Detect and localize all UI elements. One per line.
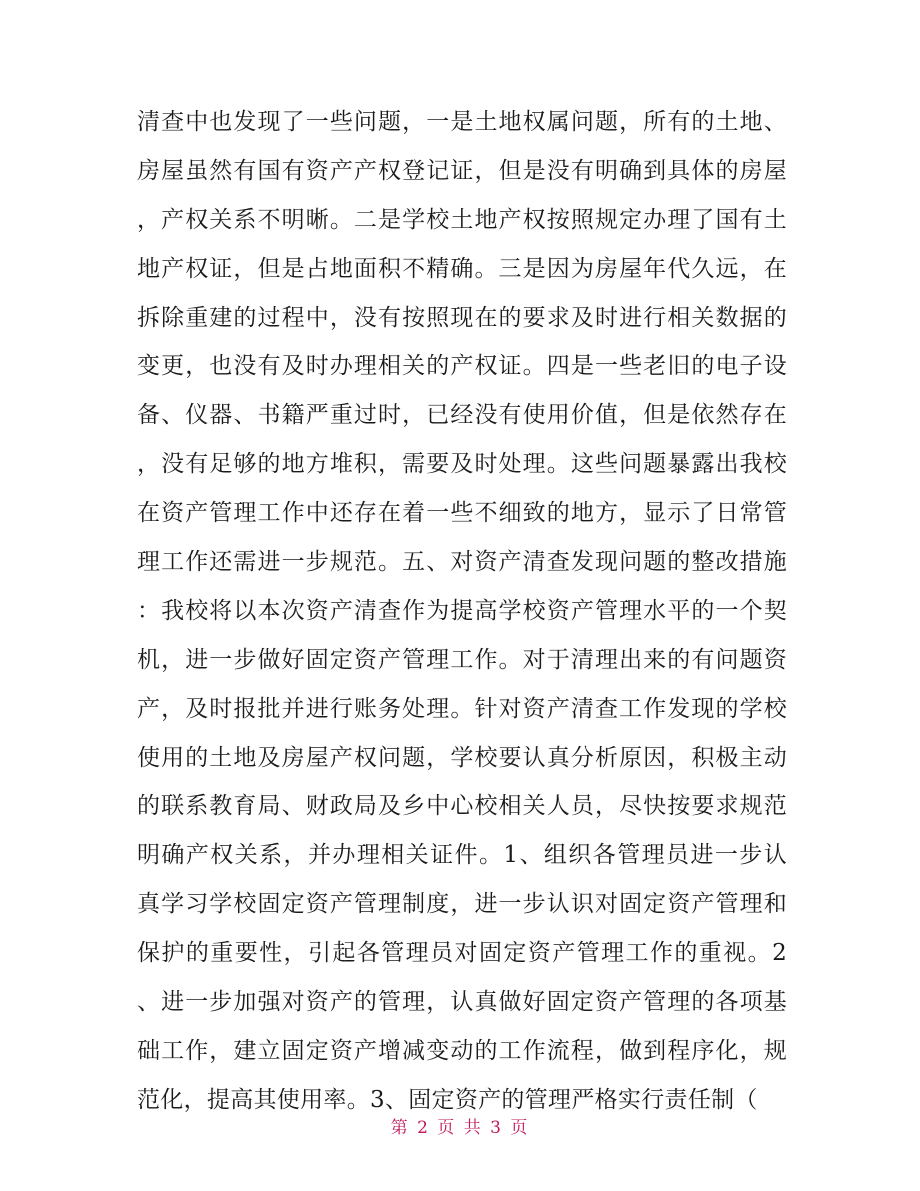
text-line: 变更，也没有及时办理相关的产权证。四是一些老旧的电子设 — [137, 353, 787, 380]
text-line: 明确产权关系，并办理相关证件。1、组织各管理员进一步认 — [137, 842, 787, 869]
text-line: 清查中也发现了一些问题，一是土地权属问题，所有的土地、 — [137, 109, 787, 135]
page-number: 第 2 页 共 3 页 — [390, 1118, 530, 1138]
text-line: ，产权关系不明晰。二是学校土地产权按照规定办理了国有土 — [137, 206, 787, 233]
text-line: 真学习学校固定资产管理制度，进一步认识对固定资产管理和 — [137, 891, 787, 918]
text-line: 范化，提高其使用率。3、固定资产的管理严格实行责任制（ — [137, 1086, 758, 1113]
text-line: 在资产管理工作中还存在着一些不细致的地方，显示了日常管 — [137, 500, 787, 527]
text-line: 备、仪器、书籍严重过时，已经没有使用价值，但是依然存在 — [137, 402, 787, 429]
text-line: 础工作，建立固定资产增减变动的工作流程，做到程序化，规 — [137, 1037, 787, 1064]
text-line: 房屋虽然有国有资产产权登记证，但是没有明确到具体的房屋 — [137, 157, 787, 184]
text-line: 理工作还需进一步规范。五、对资产清查发现问题的整改措施 — [137, 549, 787, 576]
text-line: ：我校将以本次资产清查作为提高学校资产管理水平的一个契 — [137, 597, 787, 624]
text-line: 拆除重建的过程中，没有按照现在的要求及时进行相关数据的 — [137, 304, 787, 331]
text-line: 地产权证，但是占地面积不精确。三是因为房屋年代久远，在 — [137, 255, 787, 282]
text-line: ，没有足够的地方堆积，需要及时处理。这些问题暴露出我校 — [137, 451, 787, 478]
document-body — [137, 98, 787, 1125]
text-line: 、进一步加强对资产的管理，认真做好固定资产管理的各项基 — [137, 989, 787, 1016]
text-line: 使用的土地及房屋产权问题，学校要认真分析原因，积极主动 — [137, 744, 787, 771]
text-line: 的联系教育局、财政局及乡中心校相关人员，尽快按要求规范 — [137, 793, 787, 820]
text-line: 保护的重要性，引起各管理员对固定资产管理工作的重视。2 — [137, 940, 787, 967]
text-line: 产，及时报批并进行账务处理。针对资产清查工作发现的学校 — [137, 695, 787, 722]
text-line: 机，进一步做好固定资产管理工作。对于清理出来的有问题资 — [137, 646, 787, 673]
